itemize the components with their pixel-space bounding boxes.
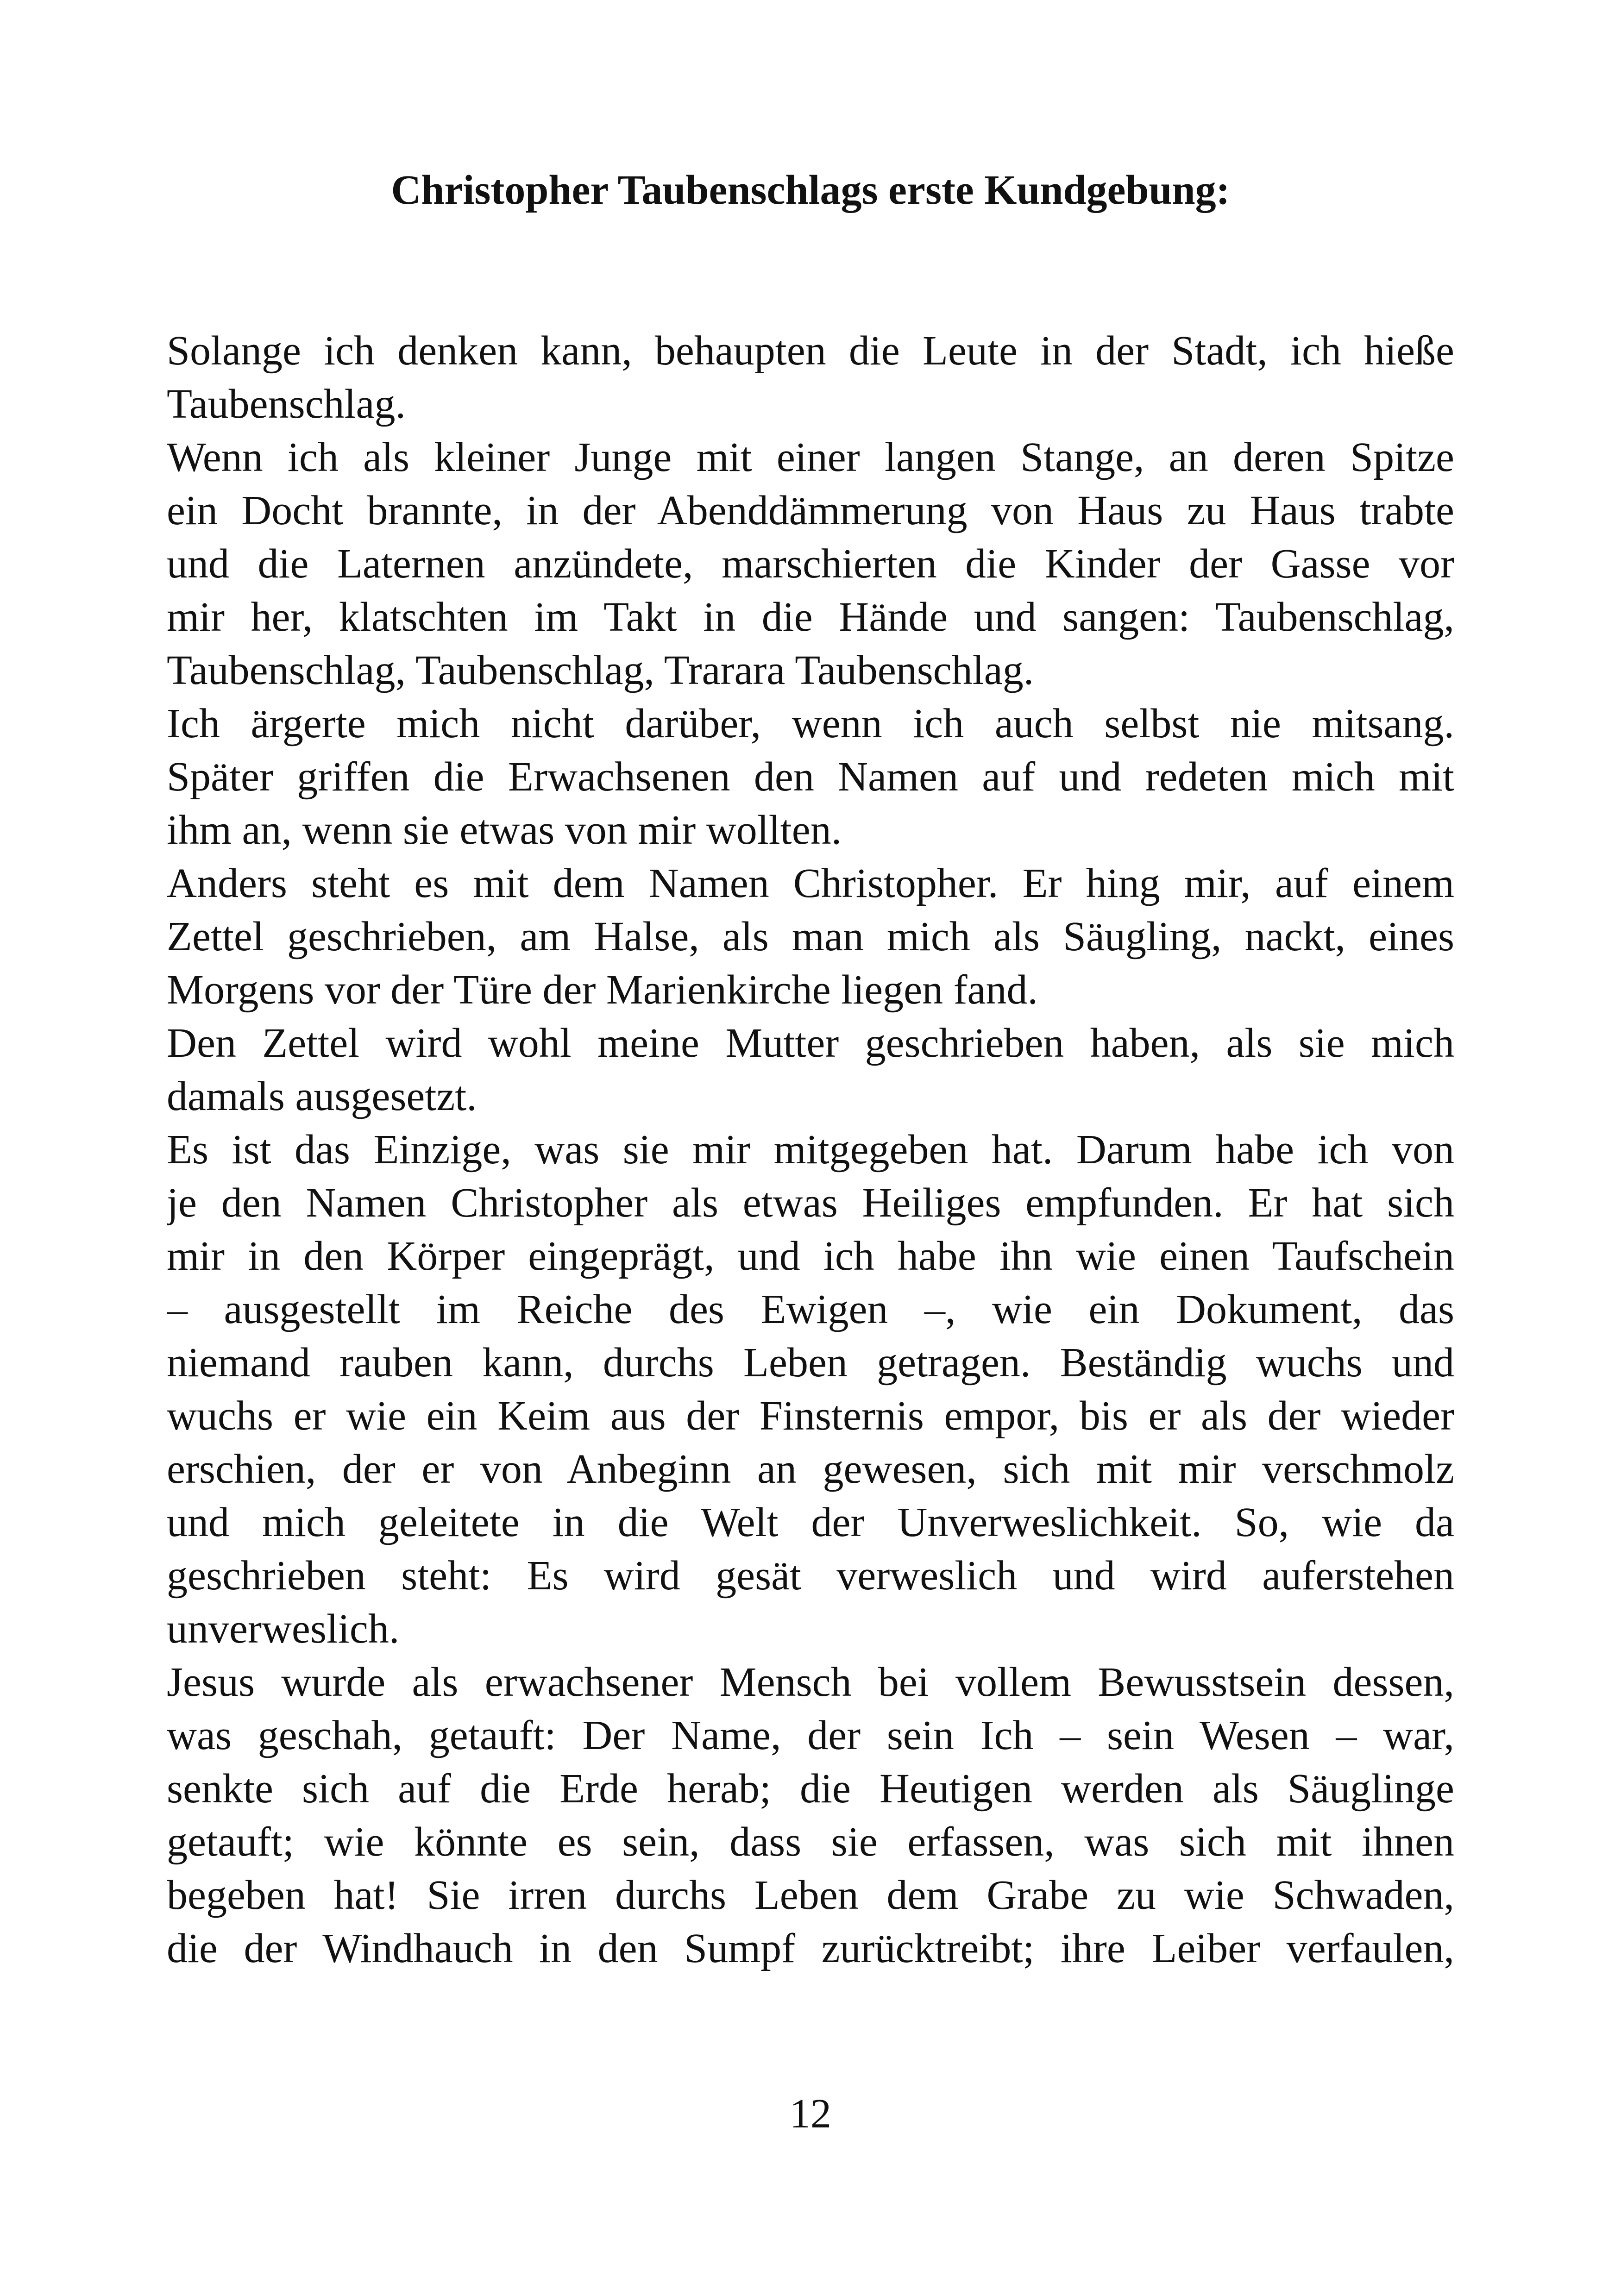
text-line: mir her, klatschten im Takt in die Hände und sangen: Taubenschlag,	[167, 594, 1454, 640]
text-line: Wenn ich als kleiner Junge mit einer langen Stange, an deren Spitze	[167, 434, 1454, 480]
text-line: damals ausgesetzt.	[167, 1073, 477, 1119]
text-line: wuchs er wie ein Keim aus der Finsternis empor, bis er als der wieder	[167, 1393, 1454, 1439]
text-line: Ich ärgerte mich nicht darüber, wenn ich auch selbst nie mitsang.	[167, 701, 1454, 747]
text-line: die der Windhauch in den Sumpf zurücktreibt; ihre Leiber verfaulen,	[167, 1926, 1454, 1971]
text-line: was geschah, getauft: Der Name, der sein Ich – sein Wesen – war,	[167, 1713, 1454, 1758]
text-line: erschien, der er von Anbeginn an gewesen, sich mit mir verschmolz	[167, 1446, 1454, 1492]
text-line: Solange ich denken kann, behaupten die Leute in der Stadt, ich hieße	[167, 328, 1454, 374]
text-line: ihm an, wenn sie etwas von mir wollten.	[167, 807, 842, 853]
chapter-heading: Christopher Taubenschlags erste Kundgebung:	[391, 167, 1230, 213]
text-line: getauft; wie könnte es sein, dass sie erfassen, was sich mit ihnen	[167, 1819, 1454, 1865]
text-line: Anders steht es mit dem Namen Christopher. Er hing mir, auf einem	[167, 860, 1454, 906]
text-line: begeben hat! Sie irren durchs Leben dem Grabe zu wie Schwaden,	[167, 1872, 1454, 1918]
text-line: und die Laternen anzündete, marschierten die Kinder der Gasse vor	[167, 541, 1454, 587]
text-line: Jesus wurde als erwachsener Mensch bei vollem Bewusstsein dessen,	[167, 1659, 1454, 1705]
text-line: – ausgestellt im Reiche des Ewigen –, wie ein Dokument, das	[167, 1286, 1454, 1332]
text-line: je den Namen Christopher als etwas Heiliges empfunden. Er hat sich	[167, 1180, 1454, 1226]
text-line: Es ist das Einzige, was sie mir mitgegeben hat. Darum habe ich von	[167, 1127, 1454, 1173]
text-line: Den Zettel wird wohl meine Mutter geschrieben haben, als sie mich	[167, 1020, 1454, 1066]
text-line: geschrieben steht: Es wird gesät verweslich und wird auferstehen	[167, 1553, 1454, 1599]
text-line: Taubenschlag.	[167, 381, 406, 427]
text-line: senkte sich auf die Erde herab; die Heutigen werden als Säuglinge	[167, 1766, 1454, 1812]
text-line: Taubenschlag, Taubenschlag, Trarara Taubenschlag.	[167, 647, 1034, 693]
text-line: unverweslich.	[167, 1606, 400, 1652]
text-line: niemand rauben kann, durchs Leben getragen. Beständig wuchs und	[167, 1340, 1454, 1386]
text-line: Morgens vor der Türe der Marienkirche liegen fand.	[167, 967, 1038, 1013]
text-line: Zettel geschrieben, am Halse, als man mich als Säugling, nackt, eines	[167, 914, 1454, 960]
text-line: ein Docht brannte, in der Abenddämmerung von Haus zu Haus trabte	[167, 488, 1454, 533]
body-text	[167, 324, 1454, 1975]
page-number: 12	[790, 2091, 831, 2137]
text-line: und mich geleitete in die Welt der Unverweslichkeit. So, wie da	[167, 1499, 1454, 1545]
text-line: mir in den Körper eingeprägt, und ich habe ihn wie einen Taufschein	[167, 1233, 1454, 1279]
text-line: Später griffen die Erwachsenen den Namen auf und redeten mich mit	[167, 754, 1454, 800]
